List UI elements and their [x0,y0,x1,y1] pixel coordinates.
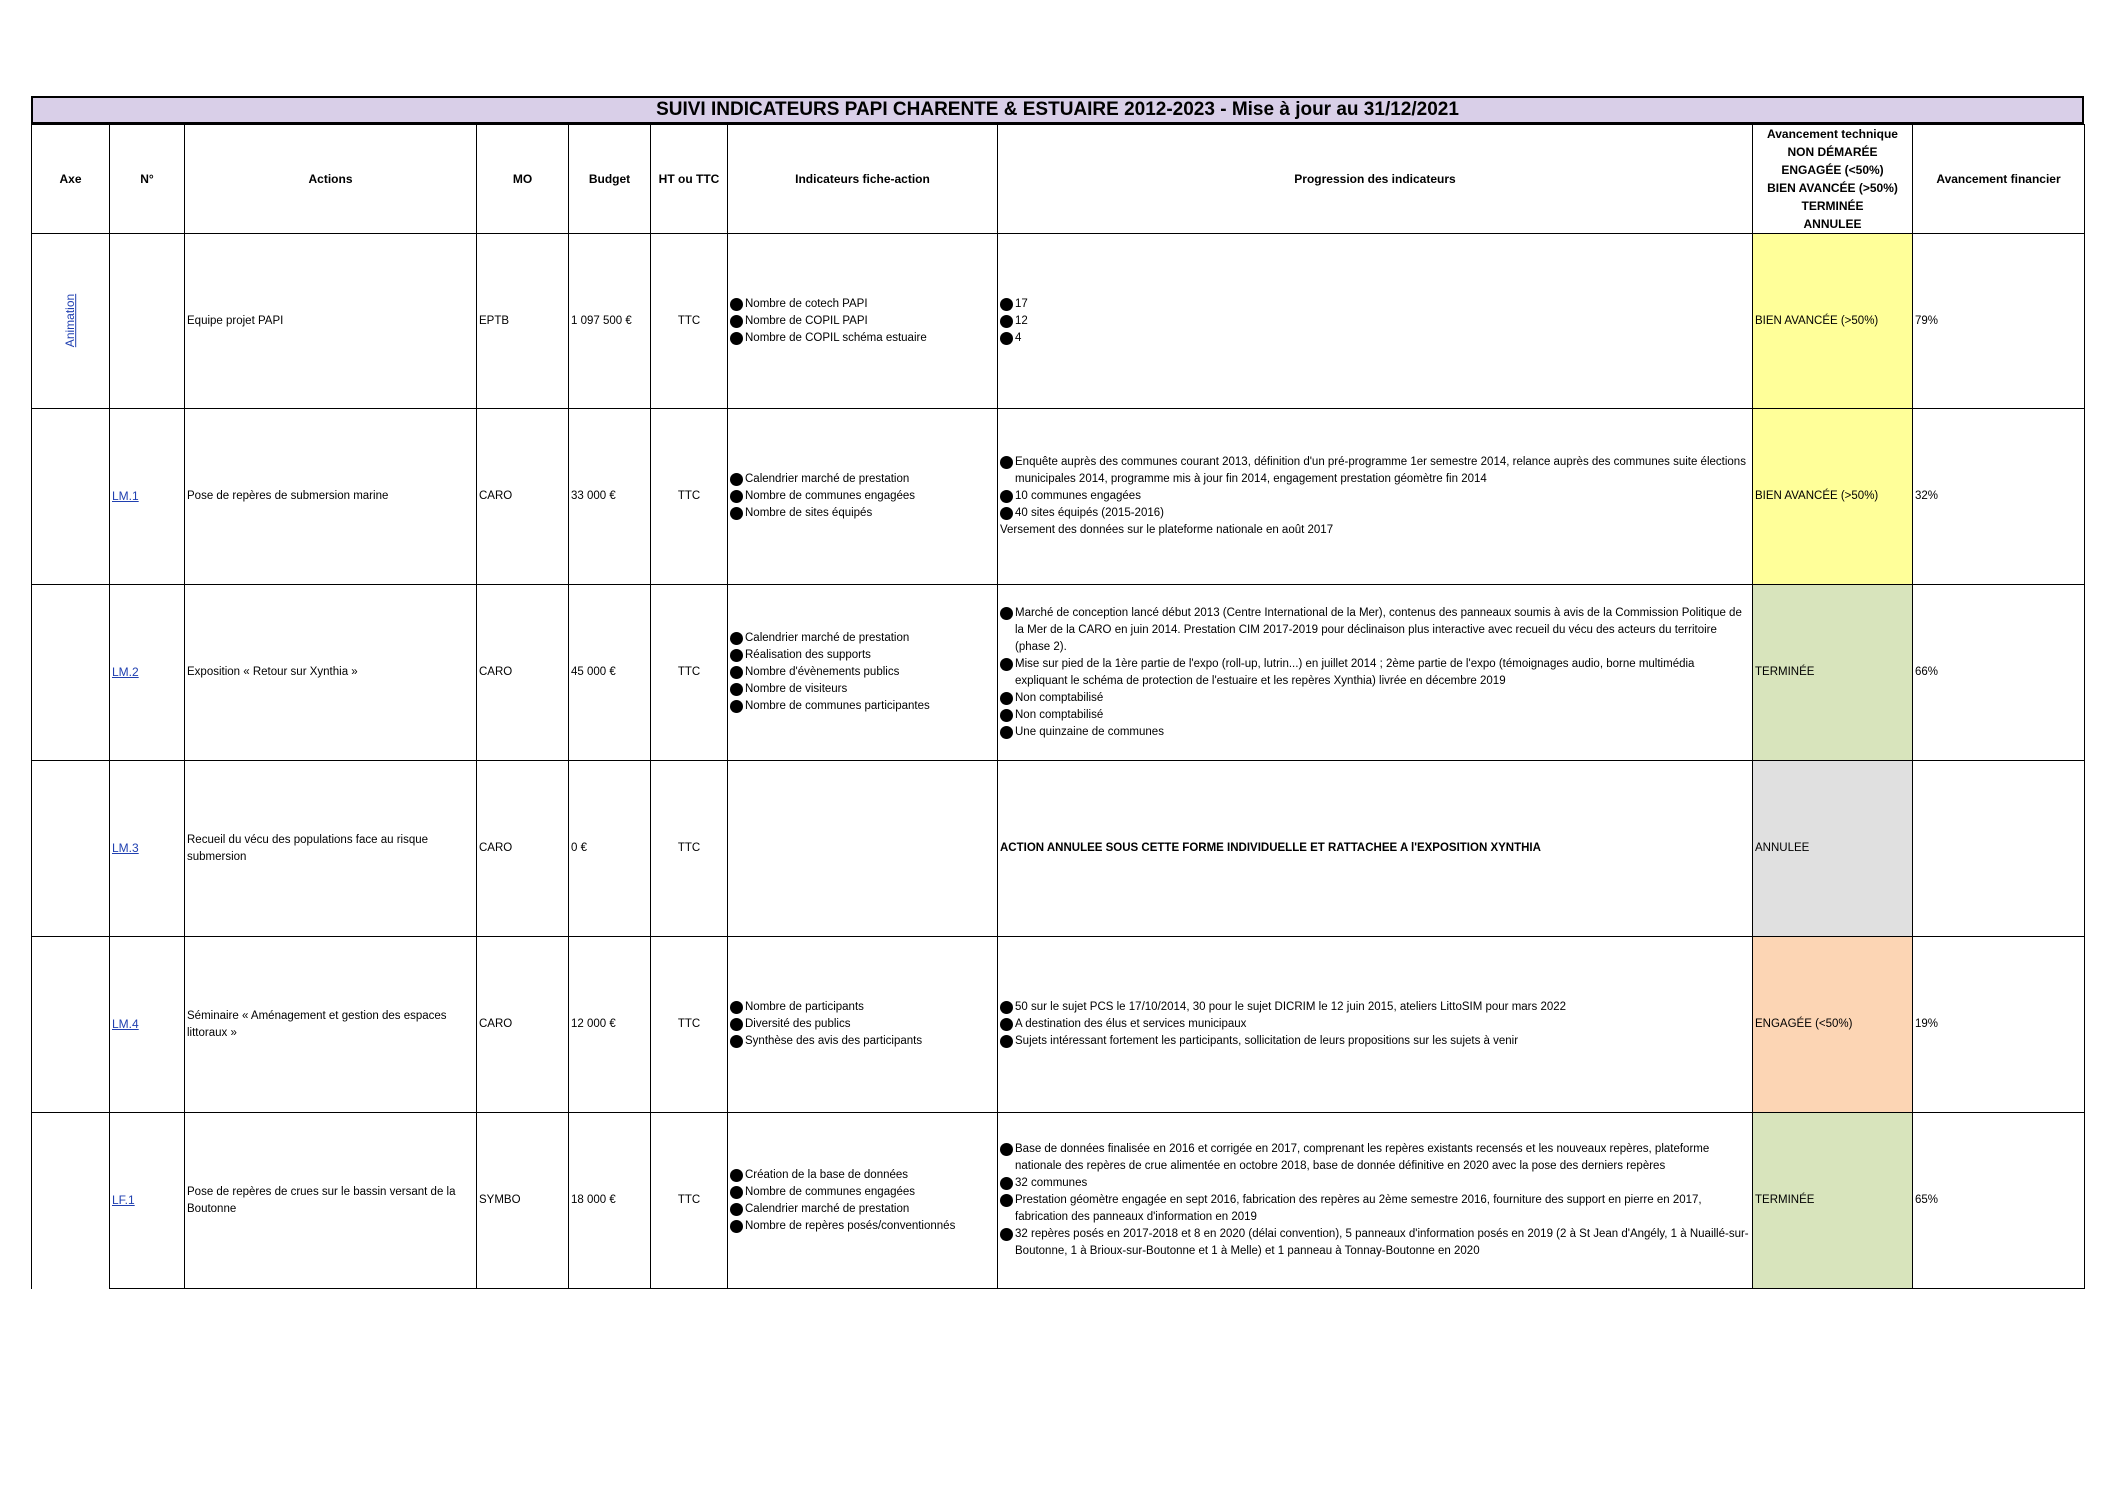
progression-item: ACTION ANNULEE SOUS CETTE FORME INDIVIDUELLE ET RATTACHEE A l'EXPOSITION XYNTHIA [1000,842,1541,854]
indicateurs-list [730,296,995,347]
progression-item: 17 [1000,296,1750,313]
header-avancement-financier: Avancement financier [1913,125,2085,234]
indicateurs-cell [728,937,998,1113]
progression-item: Non comptabilisé [1000,690,1750,707]
status-cell: BIEN AVANCÉE (>50%) [1753,409,1913,585]
header-budget: Budget [569,125,651,234]
progression-item: 4 [1000,330,1750,347]
progression-item: Enquête auprès des communes courant 2013, définition d'un pré-programme 1er semestre 2014, relance auprès des communes suite élections municipales 2014, programme mis à jour fin 2014, engagement prestation géomètre fin 2014 [1000,454,1750,488]
header-avancement-technique [1753,125,1913,234]
progression-item: 32 communes [1000,1175,1750,1192]
progression-item: Marché de conception lancé début 2013 (Centre International de la Mer), contenus des panneaux soumis à avis de la Commission Politique de la Mer de la CARO en juin 2014. Prestation CIM 2017-2019 pour déclinaison plus interactive avec recueil du vécu des acteurs du territoire (phase 2). [1000,605,1750,656]
status-cell: BIEN AVANCÉE (>50%) [1753,234,1913,409]
indicateurs-cell [728,234,998,409]
progression-cell [998,761,1753,937]
budget-cell: 33 000 € [569,409,651,585]
table-row [32,761,2085,937]
action-number-link[interactable]: LM.3 [112,840,139,855]
indicateur-item: Nombre d'évènements publics [730,664,995,681]
indicateurs-list [730,630,995,715]
avancement-financier-cell [1913,761,2085,937]
indicateurs-cell [728,1113,998,1289]
header-mo: MO [477,125,569,234]
avancement-financier-cell: 19% [1913,937,2085,1113]
ht-ttc-cell: TTC [651,937,728,1113]
indicateur-item: Diversité des publics [730,1016,995,1033]
status-cell: ENGAGÉE (<50%) [1753,937,1913,1113]
indicateur-item: Nombre de visiteurs [730,681,995,698]
progression-item: Sujets intéressant fortement les participants, sollicitation de leurs propositions sur les sujets à venir [1000,1033,1750,1050]
header-av-line: TERMINÉE [1801,199,1864,213]
action-cell: Recueil du vécu des populations face au risque submersion [185,761,477,937]
indicateur-item: Calendrier marché de prestation [730,630,995,647]
header-av-line: ENGAGÉE (<50%) [1781,163,1884,177]
budget-cell: 45 000 € [569,585,651,761]
indicateur-item: Synthèse des avis des participants [730,1033,995,1050]
header-av-line: ANNULEE [1803,217,1862,231]
sheet-title: SUIVI INDICATEURS PAPI CHARENTE & ESTUAIRE 2012-2023 - Mise à jour au 31/12/2021 [31,96,2084,124]
avancement-financier-cell: 65% [1913,1113,2085,1289]
header-progression: Progression des indicateurs [998,125,1753,234]
indicateur-item: Calendrier marché de prestation [730,1201,995,1218]
progression-item: Une quinzaine de communes [1000,724,1750,741]
action-cell: Equipe projet PAPI [185,234,477,409]
progression-item: 50 sur le sujet PCS le 17/10/2014, 30 pour le sujet DICRIM le 12 juin 2015, ateliers LittoSIM pour mars 2022 [1000,999,1750,1016]
indicateurs-cell [728,761,998,937]
mo-cell: EPTB [477,234,569,409]
ht-ttc-cell: TTC [651,1113,728,1289]
indicateur-item: Nombre de COPIL schéma estuaire [730,330,995,347]
progression-list [1000,454,1750,539]
indicateur-item: Nombre de COPIL PAPI [730,313,995,330]
axe-cell [32,409,110,585]
table-row [32,937,2085,1113]
progression-item: 40 sites équipés (2015-2016) [1000,505,1750,522]
header-av-line: NON DÉMARÉE [1787,145,1878,159]
progression-cell [998,585,1753,761]
progression-item: Base de données finalisée en 2016 et corrigée en 2017, comprenant les repères existants recensés et les nouveaux repères, plateforme nationale des repères de crue alimentée en octobre 2018, base de donnée définitive en 2020 avec la pose des derniers repères [1000,1141,1750,1175]
action-cell: Exposition « Retour sur Xynthia » [185,585,477,761]
progression-list [1000,1141,1750,1260]
header-row [32,125,2085,234]
action-number-link[interactable]: LM.2 [112,664,139,679]
spreadsheet-page [31,96,2084,1289]
indicateurs-cell [728,409,998,585]
progression-item: 10 communes engagées [1000,488,1750,505]
progression-item: Versement des données sur le plateforme nationale en août 2017 [1000,524,1334,536]
header-av-line: Avancement technique [1767,127,1898,141]
progression-item: A destination des élus et services municipaux [1000,1016,1750,1033]
indicateur-item: Nombre de communes engagées [730,1184,995,1201]
avancement-financier-cell: 66% [1913,585,2085,761]
indicateur-item: Nombre de participants [730,999,995,1016]
indicateur-item: Réalisation des supports [730,647,995,664]
indicateur-item: Nombre de sites équipés [730,505,995,522]
header-actions: Actions [185,125,477,234]
mo-cell: SYMBO [477,1113,569,1289]
progression-list [1000,999,1750,1050]
progression-list [1000,605,1750,741]
progression-cell [998,409,1753,585]
action-number-link[interactable]: LF.1 [112,1192,135,1207]
budget-cell: 1 097 500 € [569,234,651,409]
progression-item: Non comptabilisé [1000,707,1750,724]
status-cell: TERMINÉE [1753,585,1913,761]
action-cell: Pose de repères de submersion marine [185,409,477,585]
budget-cell: 12 000 € [569,937,651,1113]
axe-cell [32,761,110,937]
indicateurs-list [730,999,995,1050]
indicateur-item: Nombre de communes engagées [730,488,995,505]
ht-ttc-cell: TTC [651,761,728,937]
header-axe: Axe [32,125,110,234]
axe-cell [32,234,110,409]
action-number-cell [110,937,185,1113]
action-cell: Pose de repères de crues sur le bassin versant de la Boutonne [185,1113,477,1289]
table-row [32,1113,2085,1289]
ht-ttc-cell: TTC [651,234,728,409]
action-cell: Séminaire « Aménagement et gestion des espaces littoraux » [185,937,477,1113]
table-row [32,585,2085,761]
indicateur-item: Nombre de cotech PAPI [730,296,995,313]
progression-cell [998,234,1753,409]
table-row [32,234,2085,409]
mo-cell: CARO [477,585,569,761]
action-number-cell [110,585,185,761]
table-row [32,409,2085,585]
axe-link[interactable]: Animation [63,293,77,348]
indicateur-item: Nombre de repères posés/conventionnés [730,1218,995,1235]
budget-cell: 0 € [569,761,651,937]
action-number-cell [110,409,185,585]
ht-ttc-cell: TTC [651,585,728,761]
progression-cell [998,937,1753,1113]
mo-cell: CARO [477,409,569,585]
avancement-financier-cell: 79% [1913,234,2085,409]
mo-cell: CARO [477,937,569,1113]
indicateurs-list [730,1167,995,1235]
indicateurs-cell [728,585,998,761]
axe-cell [32,1113,110,1289]
header-num: N° [110,125,185,234]
progression-cell [998,1113,1753,1289]
action-number-link[interactable]: LM.4 [112,1016,139,1031]
indicators-table [31,124,2085,1289]
action-number-cell [110,234,185,409]
header-av-line: BIEN AVANCÉE (>50%) [1767,181,1898,195]
header-indicateurs: Indicateurs fiche-action [728,125,998,234]
budget-cell: 18 000 € [569,1113,651,1289]
progression-list [1000,296,1750,347]
ht-ttc-cell: TTC [651,409,728,585]
indicateur-item: Calendrier marché de prestation [730,471,995,488]
progression-list [1000,840,1750,857]
indicateurs-list [730,471,995,522]
axe-cell [32,937,110,1113]
action-number-link[interactable]: LM.1 [112,488,139,503]
axe-cell [32,585,110,761]
mo-cell: CARO [477,761,569,937]
action-number-cell [110,761,185,937]
progression-item: 32 repères posés en 2017-2018 et 8 en 2020 (délai convention), 5 panneaux d'information posés en 2019 (2 à St Jean d'Angély, 1 à Nuaillé-sur-Boutonne, 1 à Brioux-sur-Boutonne et 1 à Melle) et 1 panneau à Tonnay-Boutonne en 2020 [1000,1226,1750,1260]
indicateur-item: Création de la base de données [730,1167,995,1184]
progression-item: 12 [1000,313,1750,330]
status-cell: TERMINÉE [1753,1113,1913,1289]
header-ht-ttc: HT ou TTC [651,125,728,234]
indicateur-item: Nombre de communes participantes [730,698,995,715]
avancement-financier-cell: 32% [1913,409,2085,585]
progression-item: Prestation géomètre engagée en sept 2016, fabrication des repères au 2ème semestre 2016, fourniture des support en pierre en 2017, fabrication des panneaux d'information en 2019 [1000,1192,1750,1226]
action-number-cell [110,1113,185,1289]
status-cell: ANNULEE [1753,761,1913,937]
progression-item: Mise sur pied de la 1ère partie de l'expo (roll-up, lutrin...) en juillet 2014 ; 2ème partie de l'expo (témoignages audio, borne multimédia expliquant le schéma de protection de l'estuaire et les repères Xynthia) livrée en décembre 2019 [1000,656,1750,690]
